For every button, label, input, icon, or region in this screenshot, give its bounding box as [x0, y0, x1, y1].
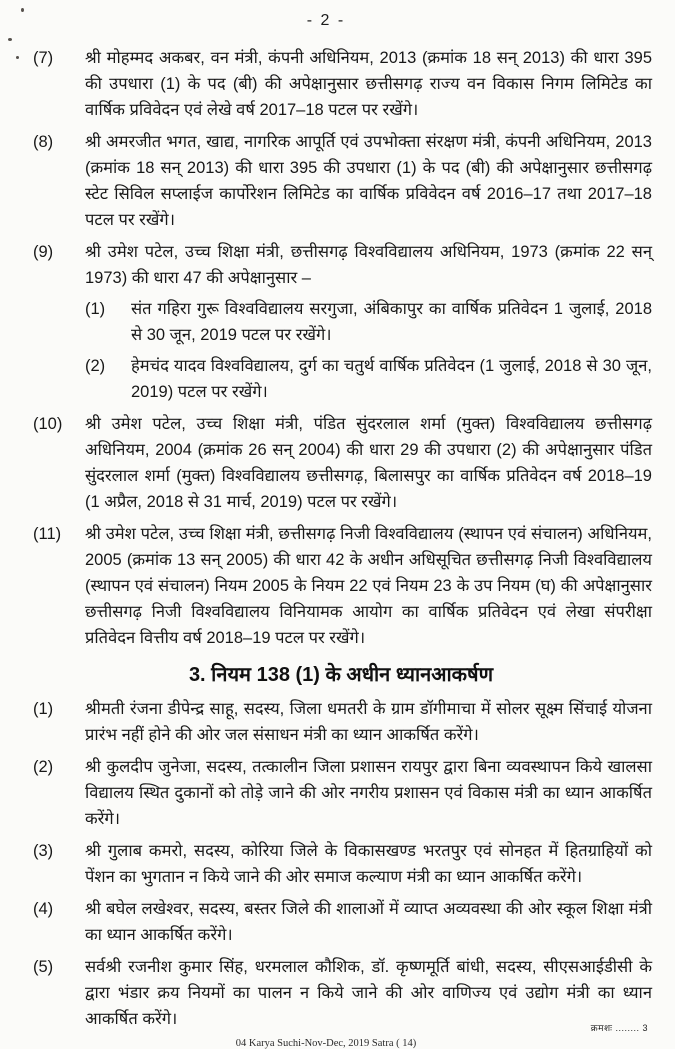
item-number: (10): [33, 415, 63, 433]
section-heading: 3. नियम 138 (1) के अधीन ध्यानआकर्षण: [188, 664, 494, 686]
item-number: (2): [33, 758, 54, 776]
item-text: श्री कुलदीप जुनेजा, सदस्य, तत्कालीन जिला प्रशासन रायपुर द्वारा बिना व्यवस्थापन किये खालसा विद्यालय स्थित दुकानों को तोड़े जाने की ओर नगरीय प्रशासन एवं विकास मंत्री का ध्यान आकर्षित करेंगे।: [85, 758, 652, 828]
footer-imprint: 04 Karya Suchi-Nov-Dec, 2019 Satra ( 14): [235, 1038, 417, 1049]
item-text: श्री गुलाब कमरो, सदस्य, कोरिया जिले के विकासखण्ड भरतपुर एवं सोनहत में हितग्राहियों को पेंशन का भुगतान न किये जाने की ओर समाज कल्याण मंत्री का ध्यान आकर्षित करेंगे।: [85, 842, 652, 886]
item-text: श्री उमेश पटेल, उच्च शिक्षा मंत्री, छत्तीसगढ़ निजी विश्वविद्यालय (स्थापन एवं संचालन) अधिनियम, 2005 (क्रमांक 13 सन् 2005) की धारा 42 के अधीन अधिसूचित छत्तीसगढ़ निजी विश्वविद्यालय (स्थापन एवं संचालन) नियम 2005 के नियम 22 एवं नियम 23 के उप नियम (घ) की अपेक्षानुसार छत्तीसगढ़ निजी विश्वविद्यालय विनियामक आयोग का वार्षिक प्रतिवेदन एवं लेखा संपरीक्षा प्रतिवेदन वित्तीय वर्ष 2018–19 पटल पर रखेंगे।: [85, 525, 652, 647]
item-text: सर्वश्री रजनीश कुमार सिंह, धरमलाल कौशिक, डॉ. कृष्णमूर्ति बांधी, सदस्य, सीएसआईडीसी के द्वारा भंडार क्रय नियमों का पालन न किये जाने की ओर वाणिज्य एवं उद्योग मंत्री का ध्यान आकर्षित करेंगे।: [85, 958, 652, 1028]
item-number: (9): [33, 243, 54, 261]
subitem-text: संत गहिरा गुरू विश्वविद्यालय सरगुजा, अंबिकापुर का वार्षिक प्रतिवेदन 1 जुलाई, 2018 से 30 जून, 2019 पटल पर रखेंगे।: [131, 300, 652, 344]
item-text: श्री अमरजीत भगत, खाद्य, नागरिक आपूर्ति एवं उपभोक्ता संरक्षण मंत्री, कंपनी अधिनियम, 2013 (क्रमांक 18 सन् 2013) की धारा 395 की उपधारा (1) के पद (बी) की अपेक्षानुसार छत्तीसगढ़ स्टेट सिविल सप्लाईज कार्पोरेशन लिमिटेड का वार्षिक प्रविवेदन वर्ष 2016–17 तथा 2017–18 पटल पर रखेंगे।: [85, 133, 652, 229]
paper-subitem-1: [85, 296, 652, 348]
attention-item-1: [0, 696, 652, 748]
paper-item-8: [0, 129, 652, 233]
item-number: (1): [33, 700, 54, 718]
attention-item-4: [0, 896, 652, 948]
item-body: [85, 239, 652, 405]
item-number: (11): [33, 525, 62, 543]
item-number: (8): [33, 133, 54, 151]
attention-item-3: [0, 838, 652, 890]
paper-item-9: [0, 239, 652, 405]
item-text: श्री बघेल लखेश्वर, सदस्य, बस्तर जिले की शालाओं में व्याप्त अव्यवस्था की ओर स्कूल शिक्षा मंत्री का ध्यान आकर्षित करेंगे।: [85, 900, 652, 944]
paper-item-10: [0, 411, 652, 515]
attention-item-2: [0, 754, 652, 832]
item-text: श्री मोहम्मद अकबर, वन मंत्री, कंपनी अधिनियम, 2013 (क्रमांक 18 सन् 2013) की धारा 395 की उपधारा (1) के पद (बी) की अपेक्षानुसार छत्तीसगढ़ राज्य वन विकास निगम लिमिटेड का वार्षिक प्रविवेदन एवं लेखे वर्ष 2017–18 पटल पर रखेंगे।: [85, 49, 652, 119]
paper-item-7: [0, 45, 652, 123]
item-text: श्रीमती रंजना डीपेन्द्र साहू, सदस्य, जिला धमतरी के ग्राम डॉगीमाचा में सोलर सूक्ष्म सिंचाई योजना प्रारंभ नहीं होने की ओर जल संसाधन मंत्री का ध्यान आकर्षित करेंगे।: [85, 700, 652, 744]
continuation-note: क्रमशः ........ 3: [590, 1023, 648, 1033]
subitem-text: हेमचंद यादव विश्वविद्यालय, दुर्ग का चतुर्थ वार्षिक प्रतिवेदन (1 जुलाई, 2018 से 30 जून, 2019) पटल पर रखेंगे।: [131, 357, 652, 401]
paper-subitem-2: [85, 353, 652, 405]
subitem-number: (1): [85, 300, 106, 318]
item-text: श्री उमेश पटेल, उच्च शिक्षा मंत्री, छत्तीसगढ़ विश्वविद्यालय अधिनियम, 1973 (क्रमांक 22 सन् 1973) की धारा 47 की अपेक्षानुसार –: [85, 243, 652, 287]
item-text: श्री उमेश पटेल, उच्च शिक्षा मंत्री, पंडित सुंदरलाल शर्मा (मुक्त) विश्वविद्यालय छत्तीसगढ़ अधिनियम, 2004 (क्रमांक 26 सन् 2004) की धारा 29 की उपधारा (2) की अपेक्षानुसार पंडित सुंदरलाल शर्मा (मुक्त) विश्वविद्यालय छत्तीसगढ़, बिलासपुर का वार्षिक प्रतिवेदन वर्ष 2018–19 (1 अप्रैल, 2018 से 31 मार्च, 2019) पटल पर रखेंगे।: [85, 415, 652, 511]
paper-item-11: [0, 521, 652, 651]
item-number: (3): [33, 842, 54, 860]
item-number: (4): [33, 900, 54, 918]
item-number: (5): [33, 958, 54, 976]
page-number: - 2 -: [306, 12, 346, 29]
subitem-number: (2): [85, 357, 106, 375]
item-number: (7): [33, 49, 54, 67]
attention-item-5: [0, 954, 652, 1032]
